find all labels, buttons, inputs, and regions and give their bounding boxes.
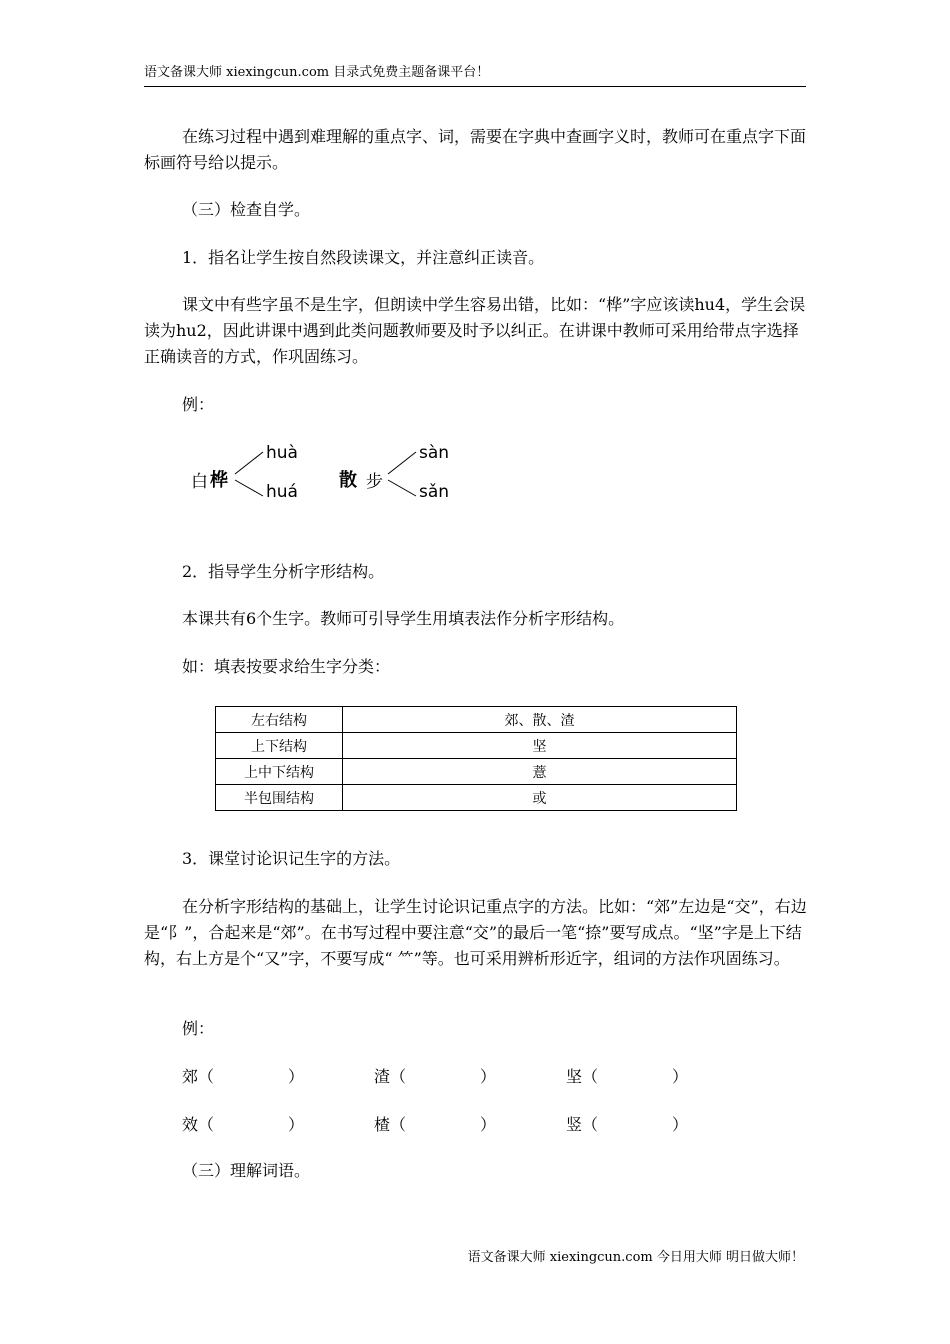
exercise-close-paren: ） [288,1115,305,1134]
example-label-2: 例： [182,1019,215,1038]
page-header: 语文备课大师 xiexingcun.com 目录式免费主题备课平台！ [144,60,806,87]
structure-table [215,706,737,811]
exercise-char: 坚（ [566,1067,599,1086]
structure-type-cell: 上下结构 [216,733,343,759]
word2-dotted-char: 散 [339,470,357,491]
paragraph-table-intro: 如：填表按要求给生字分类： [182,657,391,676]
exercise-close-paren: ） [480,1067,497,1086]
word1-dotted-char: 桦 [210,470,228,491]
paragraph-step3: 3．课堂讨论识记生字的方法。 [182,849,401,868]
paragraph-step2: 2．指导学生分析字形结构。 [182,562,385,581]
structure-type-cell: 半包围结构 [216,785,343,811]
branch-lines-1 [233,448,269,500]
example-label-1: 例： [182,395,215,414]
structure-chars-cell: 郊、散、渣 [343,707,737,733]
word2-plain-char: 步 [366,472,383,492]
exercise-close-paren: ） [288,1067,305,1086]
exercise-char: 楂（ [374,1115,407,1134]
table-row [216,733,737,759]
word1-plain-char: 白 [191,472,208,492]
exercise-close-paren: ） [480,1115,497,1134]
word1-pinyin-option-2: huá [266,482,298,502]
table-row [216,759,737,785]
exercise-char: 效（ [182,1115,215,1134]
word2-pinyin-option-1: sàn [419,443,450,463]
word2-pinyin-option-2: sǎn [419,482,450,502]
structure-type-cell: 上中下结构 [216,759,343,785]
paragraph-1: 在练习过程中遇到难理解的重点字、词，需要在字典中查画字义时，教师可在重点字下面标画符号给以提示。 [144,127,807,172]
section-heading-check: （三）检查自学。 [182,200,311,219]
structure-chars-cell: 坚 [343,733,737,759]
structure-chars-cell: 或 [343,785,737,811]
table-row [216,707,737,733]
exercise-char: 竖（ [566,1115,599,1134]
exercise-char: 渣（ [374,1067,407,1086]
page-footer: 语文备课大师 xiexingcun.com 今日用大师 明日做大师！ [467,1250,804,1265]
structure-chars-cell: 薏 [343,759,737,785]
paragraph-step1: 1．指名让学生按自然段读课文，并注意纠正读音。 [182,248,545,267]
exercise-close-paren: ） [672,1067,689,1086]
branch-lines-2 [386,448,422,500]
structure-type-cell: 左右结构 [216,707,343,733]
word1-pinyin-option-1: huà [266,443,298,463]
exercise-char: 郊（ [182,1067,215,1086]
table-row [216,785,737,811]
section-heading-vocab: （三）理解词语。 [182,1161,311,1180]
exercise-close-paren: ） [672,1115,689,1134]
paragraph-pronunciation: 课文中有些字虽不是生字，但朗读中学生容易出错，比如：“桦”字应该读hu4，学生会误读为hu2，因此讲课中遇到此类问题教师要及时予以纠正。在讲课中教师可采用给带点字选择正确读音的方式，作巩固练习。 [144,295,806,366]
paragraph-new-chars: 本课共有6个生字。教师可引导学生用填表法作分析字形结构。 [182,609,625,628]
paragraph-memory-method: 在分析字形结构的基础上，让学生讨论识记重点字的方法。比如：“郊”左边是“交”，右边是“阝”，合起来是“郊”。在书写过程中要注意“交”的最后一笔“捺”要写成点。“坚”字是上下结构，右上方是个“又”字，不要写成“ ⺮”等。也可采用辨析形近字，组词的方法作巩固练习。 [144,897,807,968]
